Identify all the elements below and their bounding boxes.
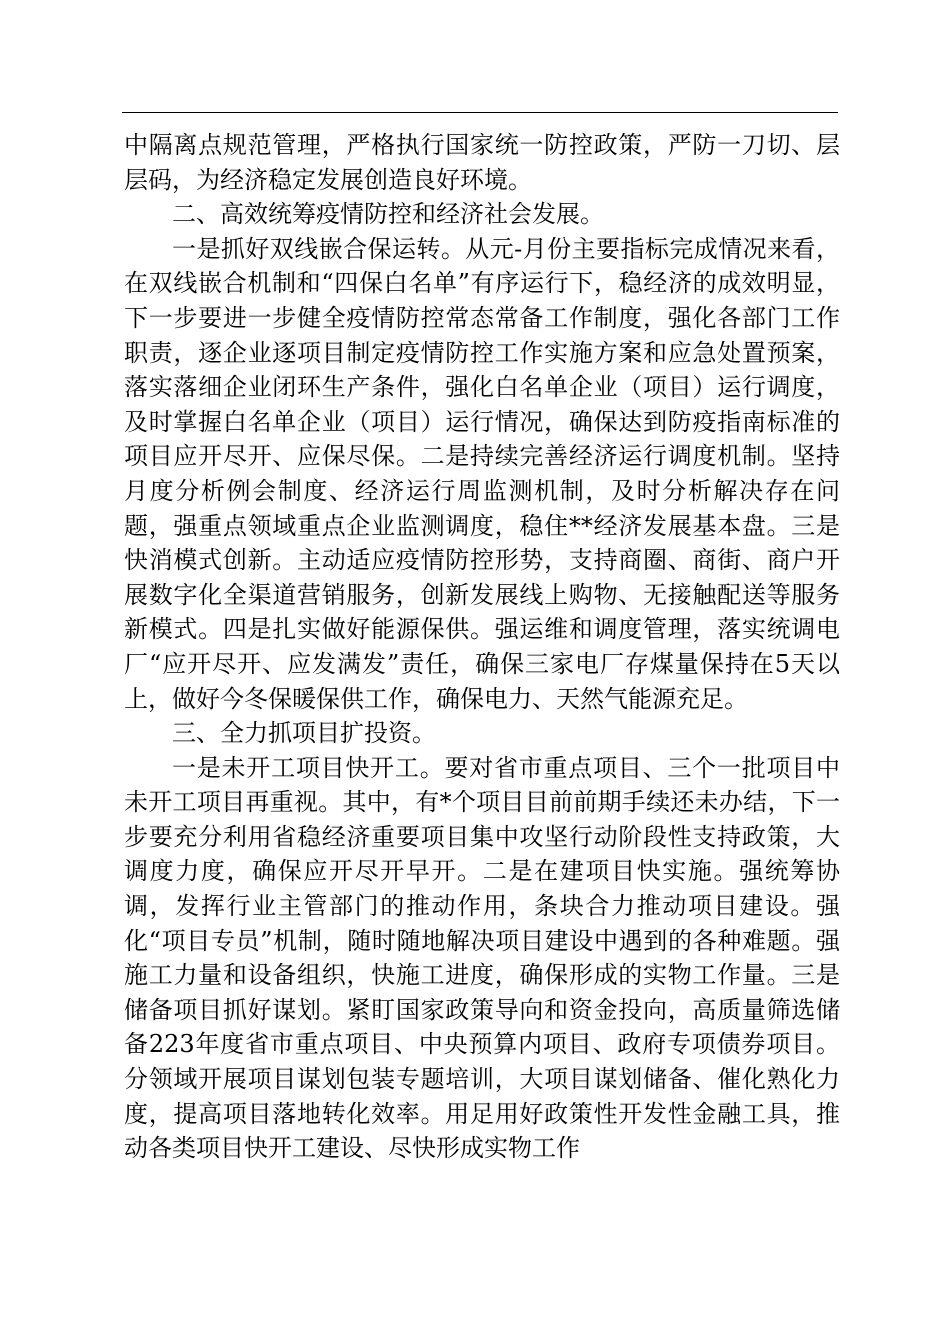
header-rule: [122, 112, 838, 113]
section-heading-2: 二、高效统筹疫情防控和经济社会发展。: [172, 200, 604, 229]
body-text: [124, 128, 840, 1166]
paragraph: 中隔离点规范管理，严格执行国家统一防控政策，严防一刀切、层层码，为经济稳定发展创造良好环境。: [124, 131, 840, 194]
section-heading-3: 三、全力抓项目扩投资。: [172, 719, 436, 748]
paragraph: 一是抓好双线嵌合保运转。从元-月份主要指标完成情况来看，在双线嵌合机制和“四保白名单”有序运行下，稳经济的成效明显，下一步要进一步健全疫情防控常态常备工作制度，强化各部门工作职责，逐企业逐项目制定疫情防控工作实施方案和应急处置预案，落实落细企业闭环生产条件，强化白名单企业（项目）运行调度，及时掌握白名单企业（项目）运行情况，确保达到防疫指南标准的项目应开尽开、应保尽保。二是持续完善经济运行调度机制。坚持月度分析例会制度、经济运行周监测机制，及时分析解决存在问题，强重点领域重点企业监测调度，稳住**经济发展基本盘。三是快消模式创新。主动适应疫情防控形势，支持商圈、商街、商户开展数字化全渠道营销服务，创新发展线上购物、无接触配送等服务新模式。四是扎实做好能源保供。强运维和调度管理，落实统调电厂“应开尽开、应发满发”责任，确保三家电厂存煤量保持在5天以上，做好今冬保暖保供工作，确保电力、天然气能源充足。: [124, 234, 840, 713]
paragraph: 一是未开工项目快开工。要对省市重点项目、三个一批项目中未开工项目再重视。其中，有*个项目目前前期手续还未办结，下一步要充分利用省稳经济重要项目集中攻坚行动阶段性支持政策，大调度力度，确保应开尽开早开。二是在建项目快实施。强统筹协调，发挥行业主管部门的推动作用，条块合力推动项目建设。强化“项目专员”机制，随时随地解决项目建设中遇到的各种难题。强施工力量和设备组织，快施工进度，确保形成的实物工作量。三是储备项目抓好谋划。紧盯国家政策导向和资金投向，高质量筛选储备223年度省市重点项目、中央预算内项目、政府专项债券项目。分领域开展项目谋划包装专题培训，大项目谋划储备、催化熟化力度，提高项目落地转化效率。用足用好政策性开发性金融工具，推动各类项目快开工建设、尽快形成实物工作: [124, 753, 840, 1163]
